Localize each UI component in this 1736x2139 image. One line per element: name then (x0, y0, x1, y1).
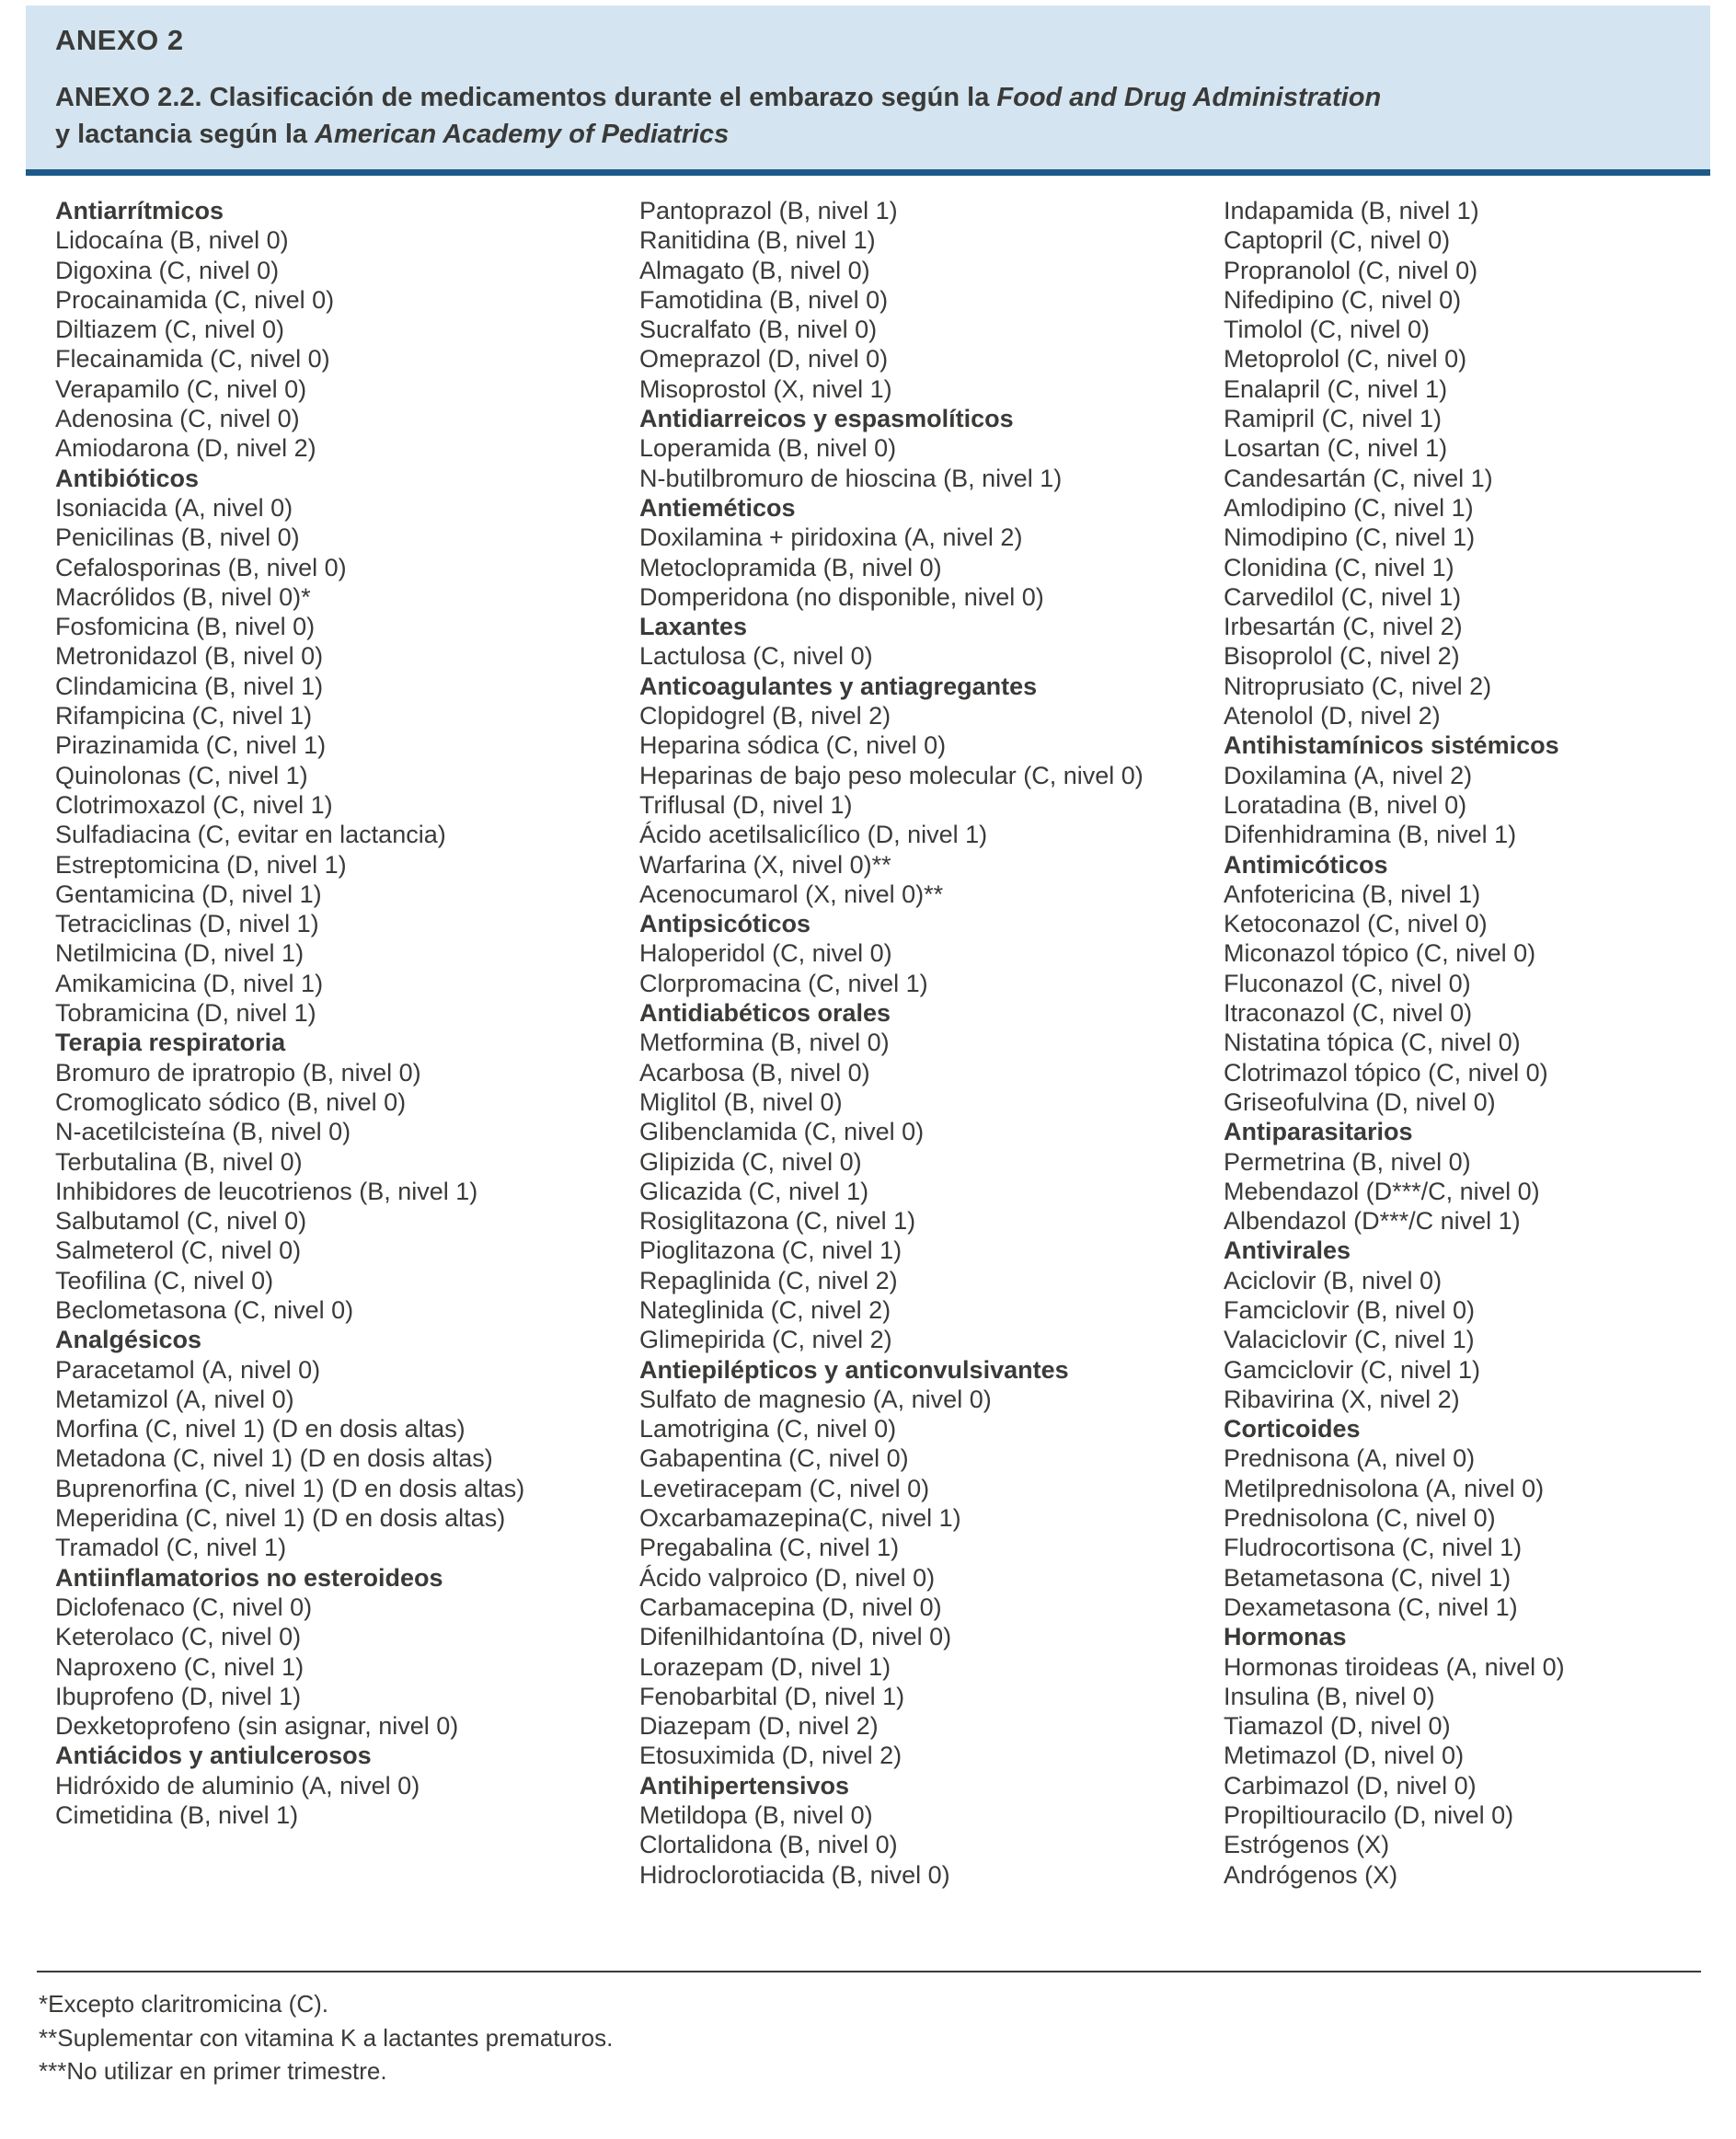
drug-entry: Diltiazem (C, nivel 0) (55, 316, 285, 344)
drug-entry: Teofilina (C, nivel 0) (55, 1266, 274, 1294)
drug-entry: Carbimazol (D, nivel 0) (1224, 1771, 1477, 1800)
drug-entry: Clotrimazol tópico (C, nivel 0) (1224, 1058, 1548, 1087)
drug-entry: N-acetilcisteína (B, nivel 0) (55, 1118, 351, 1146)
title-italic-segment: Food and Drug Administration (996, 83, 1382, 112)
drug-entry: Lamotrigina (C, nivel 0) (639, 1415, 897, 1443)
drug-entry: Salbutamol (C, nivel 0) (55, 1207, 307, 1236)
drug-entry: Griseofulvina (D, nivel 0) (1224, 1087, 1496, 1116)
drug-entry: Pirazinamida (C, nivel 1) (55, 731, 327, 760)
drug-class-heading: Antihistamínicos sistémicos (1224, 731, 1559, 760)
drug-entry: Glicazida (C, nivel 1) (639, 1177, 869, 1205)
drug-class-heading: Antibióticos (55, 464, 199, 492)
drug-entry: Prednisona (A, nivel 0) (1224, 1444, 1476, 1473)
drug-entry: Propranolol (C, nivel 0) (1224, 256, 1478, 284)
drug-entry: Clorpromacina (C, nivel 1) (639, 969, 928, 997)
drug-entry: Propiltiouracilo (D, nivel 0) (1224, 1801, 1514, 1830)
drug-columns (0, 176, 1736, 1890)
header-rule (26, 169, 1710, 176)
drug-entry: Andrógenos (X) (1224, 1860, 1398, 1889)
column-2 (639, 196, 1151, 1890)
drug-entry: Hidróxido de aluminio (A, nivel 0) (55, 1771, 420, 1800)
drug-entry: Metildopa (B, nivel 0) (639, 1801, 873, 1830)
drug-class-heading: Antiinflamatorios no esteroideos (55, 1563, 443, 1592)
drug-entry: Amiodarona (D, nivel 2) (55, 434, 316, 463)
drug-class-heading: Terapia respiratoria (55, 1029, 286, 1057)
drug-class-heading: Antiácidos y antiulcerosos (55, 1742, 372, 1770)
drug-entry: Etosuximida (D, nivel 2) (639, 1742, 902, 1770)
drug-entry: Metoclopramida (B, nivel 0) (639, 553, 942, 581)
drug-entry: Fenobarbital (D, nivel 1) (639, 1682, 905, 1710)
drug-entry: Estreptomicina (D, nivel 1) (55, 850, 347, 879)
drug-entry: Gamciclovir (C, nivel 1) (1224, 1355, 1481, 1384)
drug-entry: Quinolonas (C, nivel 1) (55, 761, 308, 789)
drug-entry: Diazepam (D, nivel 2) (639, 1712, 879, 1741)
drug-entry: Nateglinida (C, nivel 2) (639, 1295, 891, 1324)
drug-entry: Mebendazol (D***/C, nivel 0) (1224, 1177, 1540, 1205)
drug-entry: Pioglitazona (C, nivel 1) (639, 1236, 902, 1265)
drug-entry: Haloperidol (C, nivel 0) (639, 939, 892, 968)
drug-class-heading: Hormonas (1224, 1623, 1347, 1651)
drug-entry: Metadona (C, nivel 1) (D en dosis altas) (55, 1444, 493, 1473)
drug-entry: Heparinas de bajo peso molecular (C, nivel 0) (639, 761, 1144, 789)
drug-class-heading: Antivirales (1224, 1236, 1351, 1265)
drug-entry: Triflusal (D, nivel 1) (639, 790, 853, 819)
drug-entry: Procainamida (C, nivel 0) (55, 285, 335, 314)
drug-entry: Gentamicina (D, nivel 1) (55, 880, 322, 908)
footnote: ***No utilizar en primer trimestre. (39, 2057, 387, 2085)
drug-entry: Captopril (C, nivel 0) (1224, 226, 1451, 255)
drug-entry: Clonidina (C, nivel 1) (1224, 553, 1454, 581)
drug-entry: Keterolaco (C, nivel 0) (55, 1623, 302, 1651)
title-italic-segment: American Academy of Pediatrics (315, 120, 730, 149)
drug-entry: Metformina (B, nivel 0) (639, 1029, 890, 1057)
drug-entry: Prednisolona (C, nivel 0) (1224, 1504, 1496, 1533)
drug-entry: Albendazol (D***/C nivel 1) (1224, 1207, 1521, 1236)
footnote: *Excepto claritromicina (C). (39, 1990, 328, 2018)
drug-entry: Glibenclamida (C, nivel 0) (639, 1118, 925, 1146)
drug-entry: Metoprolol (C, nivel 0) (1224, 345, 1467, 374)
drug-entry: Famciclovir (B, nivel 0) (1224, 1295, 1476, 1324)
drug-entry: Bromuro de ipratropio (B, nivel 0) (55, 1058, 421, 1087)
drug-entry: Insulina (B, nivel 0) (1224, 1682, 1435, 1710)
drug-entry: Irbesartán (C, nivel 2) (1224, 613, 1463, 641)
drug-entry: Nitroprusiato (C, nivel 2) (1224, 672, 1492, 700)
drug-entry: Cefalosporinas (B, nivel 0) (55, 553, 347, 581)
title-segment: y lactancia según la (55, 120, 316, 149)
drug-entry: Clotrimoxazol (C, nivel 1) (55, 790, 333, 819)
drug-entry: Acenocumarol (X, nivel 0)** (639, 880, 944, 908)
drug-entry: Warfarina (X, nivel 0)** (639, 850, 891, 879)
title-line (55, 79, 1683, 116)
drug-entry: Amikamicina (D, nivel 1) (55, 969, 324, 997)
drug-entry: Gabapentina (C, nivel 0) (639, 1444, 909, 1473)
drug-entry: Pantoprazol (B, nivel 1) (639, 197, 898, 224)
drug-entry: Ranitidina (B, nivel 1) (639, 226, 876, 255)
drug-entry: Lorazepam (D, nivel 1) (639, 1652, 891, 1681)
drug-entry: Metronidazol (B, nivel 0) (55, 642, 324, 671)
drug-entry: Rosiglitazona (C, nivel 1) (639, 1207, 916, 1236)
drug-entry: Sucralfato (B, nivel 0) (639, 316, 878, 344)
drug-entry: Ácido acetilsalicílico (D, nivel 1) (639, 821, 988, 849)
title-line (55, 116, 1683, 153)
drug-entry: Ibuprofeno (D, nivel 1) (55, 1682, 302, 1710)
drug-entry: Cromoglicato sódico (B, nivel 0) (55, 1087, 407, 1116)
drug-entry: Meperidina (C, nivel 1) (D en dosis altas) (55, 1504, 506, 1533)
drug-entry: Adenosina (C, nivel 0) (55, 405, 300, 433)
drug-class-heading: Antiparasitarios (1224, 1118, 1413, 1146)
drug-entry: Metamizol (A, nivel 0) (55, 1385, 294, 1413)
drug-entry: Levetiracepam (C, nivel 0) (639, 1474, 930, 1502)
drug-entry: Losartan (C, nivel 1) (1224, 434, 1448, 463)
drug-entry: Omeprazol (D, nivel 0) (639, 345, 889, 374)
drug-class-heading: Antihipertensivos (639, 1771, 850, 1800)
drug-class-heading: Antimicóticos (1224, 850, 1388, 879)
drug-entry: Doxilamina (A, nivel 2) (1224, 761, 1473, 789)
drug-entry: Ácido valproico (D, nivel 0) (639, 1563, 936, 1592)
drug-entry: Flecainamida (C, nivel 0) (55, 345, 330, 374)
drug-entry: Rifampicina (C, nivel 1) (55, 702, 313, 730)
drug-entry: Metimazol (D, nivel 0) (1224, 1742, 1465, 1770)
drug-entry: Pregabalina (C, nivel 1) (639, 1534, 900, 1562)
drug-entry: Heparina sódica (C, nivel 0) (639, 731, 947, 760)
drug-entry: Nimodipino (C, nivel 1) (1224, 523, 1476, 552)
drug-entry: Permetrina (B, nivel 0) (1224, 1147, 1471, 1176)
drug-entry: Difenilhidantoína (D, nivel 0) (639, 1623, 952, 1651)
drug-entry: Aciclovir (B, nivel 0) (1224, 1266, 1443, 1294)
drug-entry: Clindamicina (B, nivel 1) (55, 672, 324, 700)
drug-class-heading: Antiarrítmicos (55, 197, 224, 224)
drug-entry: Enalapril (C, nivel 1) (1224, 374, 1448, 403)
footnote: **Suplementar con vitamina K a lactantes prematuros. (39, 2023, 614, 2052)
drug-entry: Fluconazol (C, nivel 0) (1224, 969, 1471, 997)
drug-entry: Timolol (C, nivel 0) (1224, 316, 1431, 344)
drug-entry: Ketoconazol (C, nivel 0) (1224, 910, 1488, 938)
drug-entry: Ramipril (C, nivel 1) (1224, 405, 1443, 433)
drug-class-heading: Antiepilépticos y anticonvulsivantes (639, 1355, 1069, 1384)
drug-entry: Tobramicina (D, nivel 1) (55, 999, 316, 1028)
drug-entry: Dexametasona (C, nivel 1) (1224, 1593, 1518, 1621)
drug-entry: Lidocaína (B, nivel 0) (55, 226, 289, 255)
drug-class-heading: Corticoides (1224, 1415, 1361, 1443)
drug-entry: Metilprednisolona (A, nivel 0) (1224, 1474, 1545, 1502)
footnotes (37, 1971, 1701, 2088)
drug-entry: Repaglinida (C, nivel 2) (639, 1266, 898, 1294)
drug-entry: Hidroclorotiacida (B, nivel 0) (639, 1860, 950, 1889)
drug-entry: Buprenorfina (C, nivel 1) (D en dosis altas) (55, 1474, 525, 1502)
drug-entry: Macrólidos (B, nivel 0)* (55, 582, 311, 611)
drug-entry: Penicilinas (B, nivel 0) (55, 523, 300, 552)
drug-entry: Atenolol (D, nivel 2) (1224, 702, 1441, 730)
drug-entry: Estrógenos (X) (1224, 1831, 1390, 1859)
drug-entry: Sulfadiacina (C, evitar en lactancia) (55, 821, 446, 849)
drug-entry: Indapamida (B, nivel 1) (1224, 197, 1479, 224)
drug-entry: Digoxina (C, nivel 0) (55, 256, 280, 284)
drug-entry: Domperidona (no disponible, nivel 0) (639, 582, 1044, 611)
drug-entry: Amlodipino (C, nivel 1) (1224, 493, 1474, 522)
drug-entry: Tetraciclinas (D, nivel 1) (55, 910, 319, 938)
drug-entry: Acarbosa (B, nivel 0) (639, 1058, 870, 1087)
drug-class-heading: Antipsicóticos (639, 910, 811, 938)
drug-class-heading: Antidiabéticos orales (639, 999, 891, 1028)
drug-entry: Hormonas tiroideas (A, nivel 0) (1224, 1652, 1565, 1681)
drug-class-heading: Anticoagulantes y antiagregantes (639, 672, 1038, 700)
drug-entry: Glipizida (C, nivel 0) (639, 1147, 862, 1176)
drug-entry: Dexketoprofeno (sin asignar, nivel 0) (55, 1712, 459, 1741)
drug-entry: Candesartán (C, nivel 1) (1224, 464, 1493, 492)
drug-entry: Difenhidramina (B, nivel 1) (1224, 821, 1517, 849)
drug-entry: Oxcarbamazepina(C, nivel 1) (639, 1504, 961, 1533)
drug-entry: Terbutalina (B, nivel 0) (55, 1147, 303, 1176)
drug-class-heading: Analgésicos (55, 1326, 202, 1354)
drug-entry: Almagato (B, nivel 0) (639, 256, 870, 284)
drug-entry: Lactulosa (C, nivel 0) (639, 642, 873, 671)
column-1 (55, 196, 567, 1890)
drug-entry: Naproxeno (C, nivel 1) (55, 1652, 305, 1681)
drug-entry: Tiamazol (D, nivel 0) (1224, 1712, 1451, 1741)
drug-entry: Anfotericina (B, nivel 1) (1224, 880, 1481, 908)
drug-class-heading: Antidiarreicos y espasmolíticos (639, 405, 1014, 433)
document-title (55, 79, 1683, 153)
drug-entry: Nifedipino (C, nivel 0) (1224, 285, 1462, 314)
column-3 (1224, 196, 1735, 1890)
drug-entry: Netilmicina (D, nivel 1) (55, 939, 305, 968)
drug-entry: Morfina (C, nivel 1) (D en dosis altas) (55, 1415, 466, 1443)
drug-entry: Fludrocortisona (C, nivel 1) (1224, 1534, 1523, 1562)
drug-entry: Loperamida (B, nivel 0) (639, 434, 897, 463)
drug-entry: Carvedilol (C, nivel 1) (1224, 582, 1462, 611)
drug-entry: Beclometasona (C, nivel 0) (55, 1295, 354, 1324)
drug-class-heading: Laxantes (639, 613, 748, 641)
drug-entry: Bisoprolol (C, nivel 2) (1224, 642, 1460, 671)
drug-entry: Valaciclovir (C, nivel 1) (1224, 1326, 1475, 1354)
drug-entry: Misoprostol (X, nivel 1) (639, 374, 892, 403)
drug-entry: Famotidina (B, nivel 0) (639, 285, 889, 314)
drug-entry: Ribavirina (X, nivel 2) (1224, 1385, 1460, 1413)
title-segment: ANEXO 2.2. Clasificación de medicamentos durante el embarazo según la (55, 83, 997, 112)
drug-entry: Glimepirida (C, nivel 2) (639, 1326, 892, 1354)
drug-entry: Clortalidona (B, nivel 0) (639, 1831, 898, 1859)
drug-entry: Betametasona (C, nivel 1) (1224, 1563, 1512, 1592)
drug-entry: Nistatina tópica (C, nivel 0) (1224, 1029, 1521, 1057)
drug-entry: Sulfato de magnesio (A, nivel 0) (639, 1385, 992, 1413)
drug-entry: Clopidogrel (B, nivel 2) (639, 702, 891, 730)
drug-entry: Verapamilo (C, nivel 0) (55, 374, 307, 403)
drug-entry: Cimetidina (B, nivel 1) (55, 1801, 299, 1830)
drug-entry: Tramadol (C, nivel 1) (55, 1534, 287, 1562)
drug-class-heading: Antieméticos (639, 493, 796, 522)
drug-entry: Paracetamol (A, nivel 0) (55, 1355, 321, 1384)
drug-entry: Isoniacida (A, nivel 0) (55, 493, 293, 522)
drug-entry: N-butilbromuro de hioscina (B, nivel 1) (639, 464, 1063, 492)
drug-entry: Salmeterol (C, nivel 0) (55, 1236, 302, 1265)
drug-entry: Loratadina (B, nivel 0) (1224, 790, 1467, 819)
drug-entry: Diclofenaco (C, nivel 0) (55, 1593, 313, 1621)
drug-entry: Doxilamina + piridoxina (A, nivel 2) (639, 523, 1023, 552)
drug-entry: Miconazol tópico (C, nivel 0) (1224, 939, 1536, 968)
drug-entry: Itraconazol (C, nivel 0) (1224, 999, 1473, 1028)
drug-entry: Inhibidores de leucotrienos (B, nivel 1) (55, 1177, 478, 1205)
drug-entry: Miglitol (B, nivel 0) (639, 1087, 843, 1116)
drug-entry: Carbamacepina (D, nivel 0) (639, 1593, 942, 1621)
drug-entry: Fosfomicina (B, nivel 0) (55, 613, 316, 641)
annex-label: ANEXO 2 (55, 24, 184, 56)
header-band (26, 6, 1710, 169)
